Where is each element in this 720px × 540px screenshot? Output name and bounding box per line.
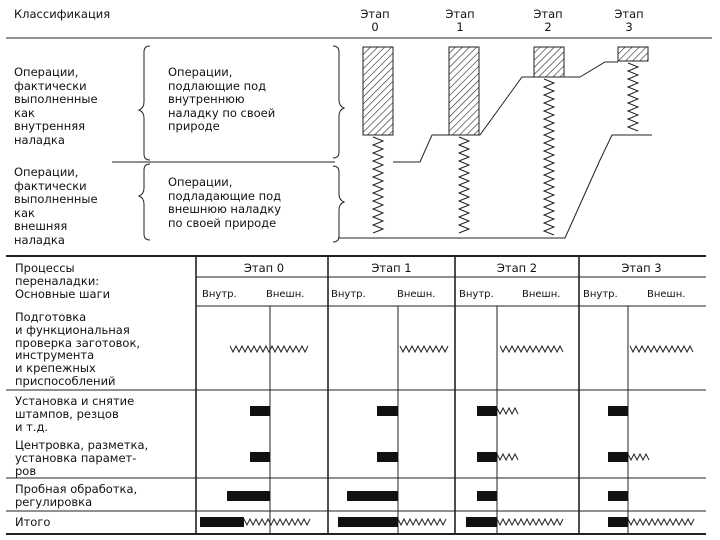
stage-2-internal-col: Внутр. (459, 289, 494, 300)
classification-header: Классификация (14, 7, 111, 21)
stage-0-total-wave (244, 519, 310, 525)
stage-3-external-col: Внешн. (647, 289, 686, 300)
stage-2-mounting-wave (497, 408, 518, 414)
stage-3-total-bar (608, 517, 628, 527)
row-total-label: Итого (15, 515, 51, 529)
table-stage-0: Этап 0 (243, 261, 285, 275)
internal-operations-label: Операции, фактически выполненные как внутренняя наладка (14, 65, 98, 147)
stage-2-centering-wave (497, 454, 518, 460)
stage-3-trial-bar (608, 491, 628, 501)
stage-0-centering-bar (250, 452, 270, 462)
stage-2-total-bar (466, 517, 497, 527)
stage-2-centering-bar (477, 452, 497, 462)
stage-2-label: Этап 2 (533, 7, 563, 34)
table-stage-3: Этап 3 (621, 261, 662, 275)
stage-1-label: Этап 1 (445, 7, 475, 34)
stage-2-mounting-bar (477, 406, 497, 416)
stage-3-centering-bar (608, 452, 628, 462)
stage-0-internal-col: Внутр. (202, 289, 237, 300)
stage-3-label: Этап 3 (614, 7, 644, 34)
stage-2-external-col: Внешн. (522, 289, 561, 300)
internal-operations-description: Операции, подлающие под внутреннюю наладку по своей природе (168, 65, 276, 133)
stage-1-internal-col: Внутр. (331, 289, 366, 300)
stage-3-centering-wave (628, 454, 649, 460)
stage-0-preparation-wave (230, 346, 308, 352)
stage-0-trial-bar (227, 491, 270, 501)
stage-1-external-col: Внешн. (397, 289, 436, 300)
stage-0-external-col: Внешн. (266, 289, 305, 300)
stage-0-total-bar (200, 517, 244, 527)
stage-1-centering-bar (377, 452, 398, 462)
external-operations-description: Операции, подладающие под внешнюю наладку по своей природе (168, 175, 282, 230)
stage-0-label: Этап 0 (360, 7, 390, 34)
row-mounting-label: Установка и снятие штампов, резцов и т.д. (15, 394, 135, 434)
stage-0-mounting-bar (250, 406, 270, 416)
stage-2-total-wave (497, 519, 563, 525)
table-stage-2: Этап 2 (496, 261, 538, 275)
stage-3-total-wave (628, 519, 694, 525)
stage-1-preparation-wave (400, 346, 448, 352)
stage-2-preparation-wave (500, 346, 563, 352)
stage-1-mounting-bar (377, 406, 398, 416)
stage-3-internal-col: Внутр. (583, 289, 618, 300)
table-stage-1: Этап 1 (371, 261, 412, 275)
stage-1-trial-bar (347, 491, 398, 501)
internal-bars (200, 406, 628, 527)
stage-1-total-wave (398, 519, 446, 525)
stage-3-preparation-wave (630, 346, 693, 352)
external-operations-label: Операции, фактически выполненные как внешняя наладка (14, 165, 98, 247)
stage-1-total-bar (338, 517, 398, 527)
stage-2-trial-bar (477, 491, 497, 501)
stage-3-mounting-bar (608, 406, 628, 416)
row-trial-label: Пробная обработка, регулировка (15, 482, 138, 509)
row-centering-label: Центровка, разметка, установка парамет- ров (15, 438, 149, 478)
process-steps-header: Процессы переналадки: Основные шаги (15, 261, 111, 301)
row-preparation-label: Подготовка и функциональная проверка заготовок, инструмента и крепежных приспособлений (15, 310, 141, 388)
